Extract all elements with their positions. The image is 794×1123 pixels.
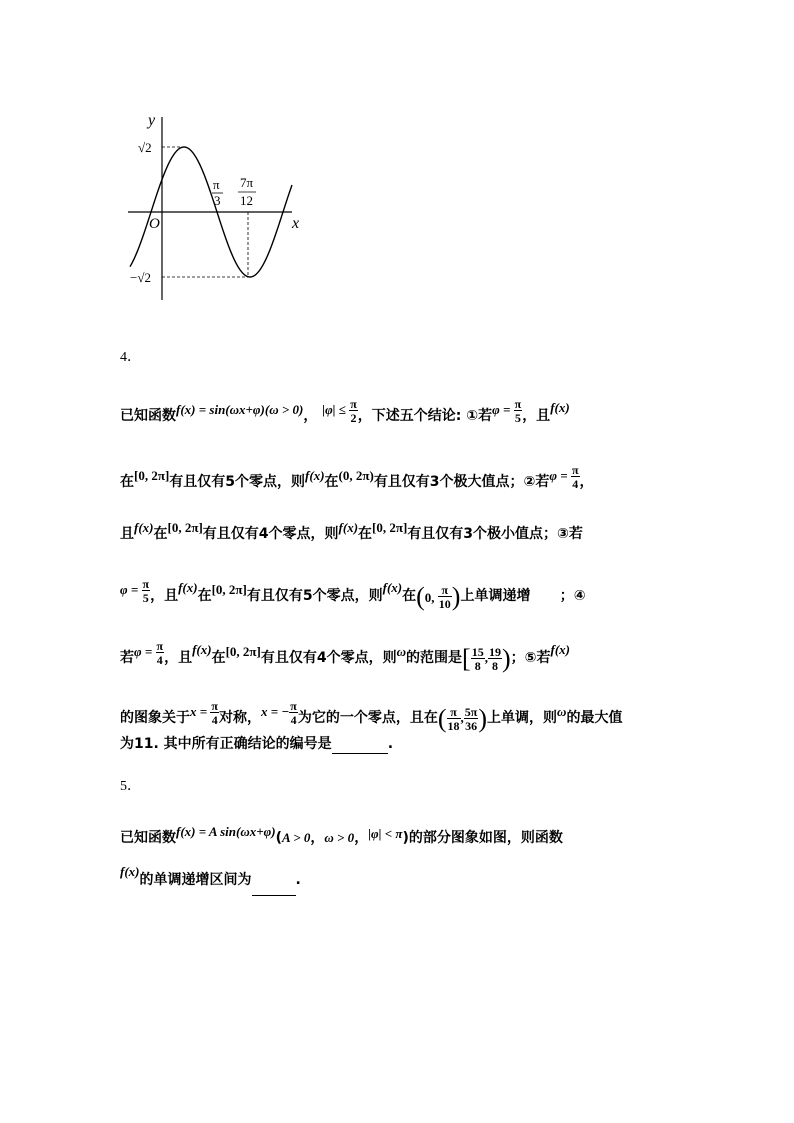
q4-l1-b: ，: [303, 408, 318, 424]
q4-l2-phi: φ = $\frac{\pi}{4}$: [549, 463, 579, 492]
q4-l4-int1: [0, 2π]: [211, 582, 247, 597]
q4-l4-interval: (0, $\frac{\pi}{10}$ ): [416, 582, 461, 612]
q4-l1-phi-bound: |φ| ≤ $\frac{\pi}{2}$: [322, 397, 357, 426]
q4-line3: [120, 508, 583, 554]
q4-l6-x1: x = $\frac{\pi}{4}$: [190, 699, 218, 728]
q4-l5-e: 的范围是: [406, 650, 463, 666]
q4-l1-c: ，下述五个结论: ①若: [357, 408, 493, 424]
q5-l1-sep1: ，: [310, 830, 325, 846]
y-max-label: √2: [138, 140, 152, 155]
q4-answer-blank[interactable]: [332, 741, 388, 754]
q4-l4-fx2: f(x): [382, 580, 403, 595]
q4-l3-int2: [0, 2π]: [372, 520, 408, 535]
q4-l6-b: 对称，: [219, 710, 261, 726]
q4-l4-d: 在: [402, 588, 417, 604]
x-axis-label: x: [292, 215, 300, 232]
q4-l3-fx: f(x): [134, 520, 154, 535]
q4-l3-fx2: f(x): [338, 520, 359, 535]
q4-l3-c: 有且仅有4个零点，则: [202, 526, 339, 542]
q4-l3-e: 有且仅有3个极小值点；③若: [407, 526, 583, 542]
q4-l4-fx: f(x): [178, 580, 198, 595]
q5-line1: [120, 812, 563, 858]
q4-l1-phi-value: φ = $\frac{\pi}{5}$: [492, 397, 522, 426]
q4-l6-d: 上单调，则: [487, 710, 558, 726]
q4-l2-a: 在: [120, 474, 134, 490]
q4-l5-range: [ $\frac{15}{8}$ , $\frac{19}{8}$ ): [462, 644, 511, 674]
q5-l1-cond3: |φ| < π: [368, 826, 403, 841]
q4-l7-b: .: [387, 736, 394, 752]
q4-line7: [120, 734, 393, 754]
q4-l6-e: 的最大值: [566, 710, 623, 726]
q4-l1-fx: f(x): [550, 400, 570, 415]
q5-l1-formula: f(x) = A sin(ωx+φ): [176, 824, 276, 839]
q4-l4-phi: φ = $\frac{\pi}{5}$: [120, 577, 150, 606]
q4-l5-d: 有且仅有4个零点，则: [260, 650, 397, 666]
q4-l4-b: 在: [197, 588, 212, 604]
q4-l6-interval: ( $\frac{\pi}{18}$ , $\frac{5\pi}{36}$ ): [437, 704, 488, 734]
tick2-den: 12: [240, 193, 253, 208]
q4-l4-a: ，且: [150, 588, 179, 604]
q4-number: 4．: [120, 350, 141, 365]
q5-answer-blank[interactable]: [252, 883, 296, 896]
q4-l2-fx: f(x): [305, 468, 325, 483]
q4-l2-int1: [0, 2π]: [134, 468, 170, 483]
q4-l6-omega: ω: [557, 704, 567, 719]
q5-l1-d: )的部分图象如图，则函数: [402, 830, 563, 846]
q4-l6-c: 为它的一个零点，且在: [297, 710, 438, 726]
q5-l1-cond2: ω > 0: [324, 830, 355, 845]
q5-l2-fx: f(x): [120, 864, 140, 879]
q4-l1-d: ，且: [522, 408, 551, 424]
sine-graph: [120, 105, 320, 305]
q5-l1-cond1: A > 0: [282, 830, 311, 845]
q4-line2: [120, 456, 594, 502]
q4-line5: [120, 622, 570, 686]
q4-l5-fx2: f(x): [550, 642, 570, 657]
q4-l5-int1: [0, 2π]: [225, 644, 261, 659]
q4-l1-a: 已知函数: [120, 408, 176, 424]
q5-l1-b: (: [275, 830, 282, 846]
q5-line2: [120, 856, 301, 896]
q4-l5-phi: φ = $\frac{\pi}{4}$: [134, 639, 164, 668]
q4-l2-int2: (0, 2π): [338, 468, 374, 483]
q4-l5-f: ；⑤若: [510, 650, 551, 666]
q4-l2-d: 有且仅有3个极大值点；②若: [373, 474, 550, 490]
q4-l3-int1: [0, 2π]: [167, 520, 203, 535]
q4-l3-b: 在: [153, 526, 168, 542]
tick1-num: π: [213, 177, 220, 192]
q4-l2-e: ，: [579, 474, 594, 490]
q4-line1: [120, 388, 570, 436]
q4-l3-d: 在: [358, 526, 373, 542]
y-axis-label: y: [148, 112, 156, 129]
q4-l4-f: ；④: [559, 588, 586, 604]
q5-l2-a: 的单调递增区间为: [139, 872, 252, 888]
q4-l3-a: 且: [120, 526, 134, 542]
q4-l5-b: ，且: [164, 650, 193, 666]
q5-number: 5．: [120, 779, 141, 794]
q5-l1-a: 已知函数: [120, 830, 176, 846]
q4-l5-omega: ω: [396, 644, 407, 659]
q4-l2-b: 有且仅有5个零点，则: [169, 474, 306, 490]
q4-l7-a: 为11. 其中所有正确结论的编号是: [120, 736, 332, 752]
y-min-label: −√2: [130, 270, 151, 285]
q4-l2-c: 在: [324, 474, 339, 490]
q4-l6-x2: x = − $\frac{\pi}{4}$: [261, 699, 297, 728]
q4-l4-c: 有且仅有5个零点，则: [246, 588, 383, 604]
q4-l5-c: 在: [211, 650, 226, 666]
q5-l1-sep2: ，: [354, 830, 369, 846]
q4-l4-e: 上单调递增: [460, 588, 531, 604]
q4-l6-a: 的图象关于: [120, 710, 190, 726]
q4-l5-fx: f(x): [192, 642, 212, 657]
tick1-den: 3: [214, 193, 221, 208]
origin-label: O: [149, 216, 160, 232]
q5-l2-b: .: [295, 872, 301, 888]
q4-l5-a: 若: [120, 650, 134, 666]
q4-line4: [120, 560, 586, 624]
tick2-num: 7π: [240, 175, 254, 190]
q4-l1-formula: f(x) = sin(ωx+φ)(ω > 0): [176, 402, 304, 417]
